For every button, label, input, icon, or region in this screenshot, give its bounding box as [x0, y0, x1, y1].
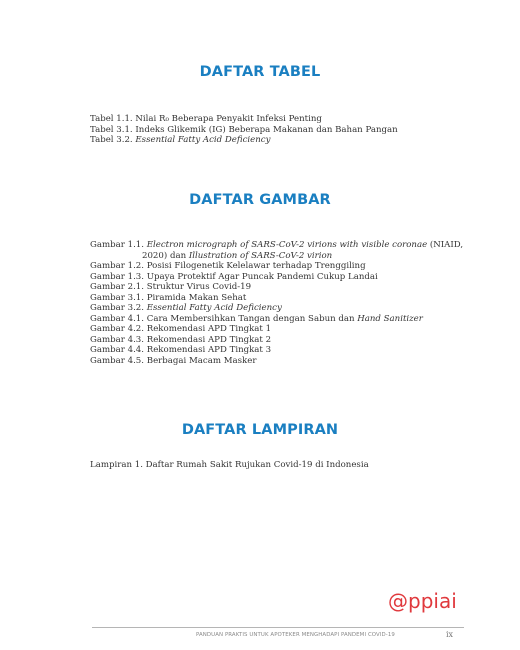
list-item: [90, 324, 470, 335]
item-text: Posisi Filogenetik Kelelawar terhadap Trenggiling: [146, 261, 366, 271]
item-text: Upaya Protektif Agar Puncak Pandemi Cukup Landai: [146, 271, 378, 282]
item-label: Gambar 4.3.: [90, 334, 145, 345]
item-label: Tabel 1.1.: [90, 114, 133, 124]
item-text-italic: Hand Sanitizer: [357, 313, 423, 324]
list-item: [90, 114, 470, 125]
list-item: [90, 345, 470, 356]
item-text: Indeks Glikemik (IG) Beberapa Makanan dan Bahan Pangan: [135, 124, 398, 135]
item-text: Rekomendasi APD Tingkat 1: [146, 324, 272, 334]
footer-divider: [92, 627, 464, 628]
item-text: Cara Membersihkan Tangan dengan Sabun dan: [146, 313, 355, 324]
list-item: [90, 282, 470, 293]
item-label: Gambar 4.2.: [90, 324, 145, 334]
list-item: [90, 303, 470, 314]
tables-heading: DAFTAR TABEL: [199, 64, 321, 80]
list-item-continuation: [90, 251, 470, 262]
item-label: Gambar 2.1.: [90, 282, 145, 292]
item-text-after: (NIAID,: [429, 240, 464, 250]
list-item: [90, 293, 470, 304]
item-text: Piramida Makan Sehat: [146, 292, 247, 303]
page-number: ix: [446, 630, 454, 639]
running-title: PANDUAN PRAKTIS UNTUK APOTEKER MENGHADAPI PANDEMI COVID-19: [196, 632, 395, 638]
appendices-list: [90, 460, 470, 471]
item-text: Nilai R₀ Beberapa Penyakit Infeksi Penting: [135, 114, 322, 124]
item-text-italic: Illustration of SARS-CoV-2 virion: [188, 250, 333, 261]
item-label: Gambar 1.1.: [90, 240, 145, 250]
item-label: Tabel 3.1.: [90, 124, 133, 135]
item-label: Gambar 1.3.: [90, 271, 145, 282]
figures-heading: DAFTAR GAMBAR: [189, 192, 331, 208]
item-text: Struktur Virus Covid-19: [146, 282, 252, 292]
item-text: Rekomendasi APD Tingkat 2: [146, 334, 272, 345]
list-item: [90, 135, 470, 146]
list-item: [90, 335, 470, 346]
item-label: Lampiran 1.: [90, 460, 143, 470]
item-text: 2020) dan: [142, 250, 187, 261]
item-text: Daftar Rumah Sakit Rujukan Covid-19 di Indonesia: [145, 460, 369, 470]
item-label: Gambar 4.1.: [90, 313, 145, 324]
item-label: Gambar 3.2.: [90, 303, 145, 313]
item-text-italic: Essential Fatty Acid Deficiency: [135, 135, 271, 145]
list-item: [90, 125, 470, 136]
list-item: [90, 314, 470, 325]
item-text: Berbagai Macam Masker: [146, 355, 257, 366]
item-label: Gambar 4.5.: [90, 355, 145, 366]
list-item: [90, 460, 470, 471]
item-label: Gambar 3.1.: [90, 292, 145, 303]
item-text-italic: Electron micrograph of SARS-CoV-2 virions with visible coronae: [146, 240, 428, 250]
list-item: [90, 356, 470, 367]
list-item: [90, 240, 470, 251]
appendices-heading: DAFTAR LAMPIRAN: [181, 422, 339, 438]
figures-list: [90, 240, 470, 366]
item-label: Tabel 3.2.: [90, 135, 133, 145]
item-label: Gambar 4.4.: [90, 345, 145, 355]
list-item: [90, 261, 470, 272]
item-text: Rekomendasi APD Tingkat 3: [146, 345, 272, 355]
item-label: Gambar 1.2.: [90, 261, 145, 271]
tables-list: [90, 114, 470, 146]
list-item: [90, 272, 470, 283]
item-text-italic: Essential Fatty Acid Deficiency: [146, 303, 282, 313]
watermark-text: @ppiai: [388, 589, 457, 613]
